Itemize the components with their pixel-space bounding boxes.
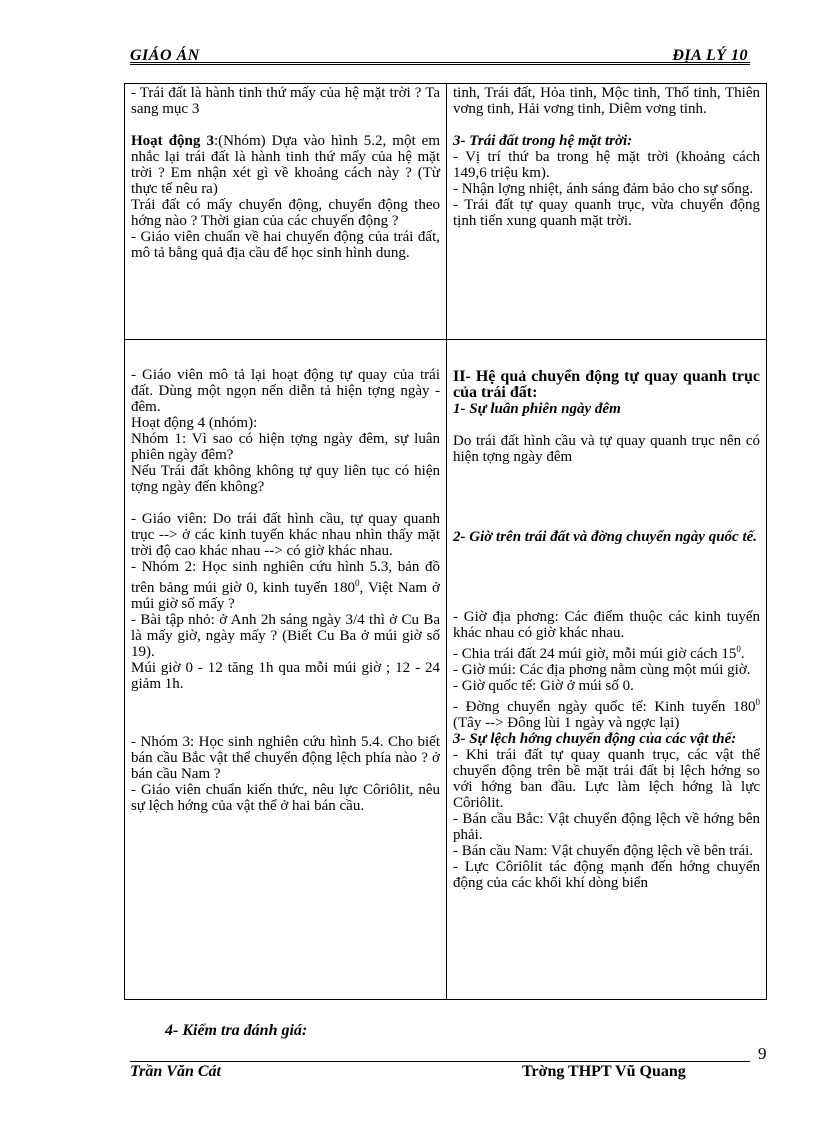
right-column-top [447,84,767,340]
left-text: - Giáo viên chuẩn về hai chuyển động của trái đất, mô tả bằng quả địa cầu để học sinh hình dung. [131,229,440,261]
left-text: - Trái đất là hành tinh thứ mấy của hệ mặt trời ? Ta sang mục 3 [131,85,440,117]
left-text: - Bài tập nhỏ: ở Anh 2h sáng ngày 3/4 thì ở Cu Ba là mấy giờ, ngày mấy ? (Biết Cu Ba ở múi giờ số 19). [131,611,440,660]
sub3-item: - Bán cầu Nam: Vật chuyển động lệch về bên trái. [453,842,754,859]
footer-school: Trờng THPT Vũ Quang [522,1063,686,1080]
left-text: Hoạt động 4 (nhóm): [131,414,258,431]
section3-item: - Trái đất tự quay quanh trục, vừa chuyển động tịnh tiến xung quanh mặt trời. [453,197,760,229]
left-text: Múi giờ 0 - 12 tăng 1h qua mỗi múi giờ ; 12 - 24 giảm 1h. [131,659,440,692]
planets-text: tinh, Trái đất, Hỏa tinh, Mộc tinh, Thổ tinh, Thiên vơng tinh, Hải vơng tinh, Diêm vơng tinh. [453,85,760,117]
sub2-item: - Giờ quốc tế: Giờ ở múi số 0. [453,677,634,694]
right-column-bottom [447,339,767,999]
footer-rule [130,1061,750,1062]
left-text: Nhóm 1: Vì sao có hiện tợng ngày đêm, sự luân phiên ngày đêm? [131,430,440,463]
section3-item: - Nhận lợng nhiệt, ánh sáng đảm bảo cho sự sống. [453,181,754,197]
lesson-table [124,83,767,1000]
page-number: 9 [758,1044,767,1063]
header-rule [130,62,750,63]
header-right: ĐỊA LÝ 10 [672,47,748,64]
section2-title: II- Hệ quả chuyển động tự quay quanh trục của trái đất: [453,367,760,401]
sub1-title: 1- Sự luân phiên ngày đêm [453,400,621,417]
left-text: - Nhóm 2: Học sinh nghiên cứu hình 5.3, bản đồ trên bảng múi giờ 0, kinh tuyến $180^0$, Việt Nam ở múi giờ số mấy ? [131,558,440,612]
header-left: GIÁO ÁN [130,47,200,64]
left-text: - Nhóm 3: Học sinh nghiên cứu hình 5.4. Cho biết bán cầu Bắc vật thể chuyển động lệch phía nào ? ở bán cầu Nam ? [131,733,440,782]
sub3-title: 3- Sự lệch hớng chuyển động của các vật thể: [453,730,737,747]
assessment-title: 4- Kiểm tra đánh giá: [165,1022,308,1039]
section3-title: 3- Trái đất trong hệ mặt trời: [453,133,633,149]
header-rule-2 [130,64,750,65]
section3-item: - Vị trí thứ ba trong hệ mặt trời (khoảng cách 149,6 triệu km). [453,149,760,181]
left-text: - Giáo viên: Do trái đất hình cầu, tự quay quanh trục --> ở các kinh tuyến khác nhau nhìn thấy mặt trời độ cao khác nhau --> có giờ khác nhau. [131,510,440,559]
sub3-item: - Khi trái đất tự quay quanh trục, các vật thể chuyển động trên bề mặt trái đất bị lệch hớng so với hớng ban đầu. Lực làm lệch hớng là lực Côriôlit. [453,746,760,811]
sub2-item: - Giờ múi: Các địa phơng nằm cùng một múi giờ. [453,661,751,678]
sub1-text: Do trái đất hình cầu và tự quay quanh trục nên có hiện tợng ngày đêm [453,432,760,465]
sub2-item: - Giờ địa phơng: Các điểm thuộc các kinh tuyến khác nhau có giờ khác nhau. [453,608,760,641]
sub3-item: - Lực Côriôlit tác động mạnh đến hớng chuyển động của các khối khí dòng biển [453,858,760,891]
sub2-title: 2- Giờ trên trái đất và đờng chuyển ngày quốc tế. [453,528,758,545]
activity-3: Hoạt động 3:(Nhóm) Dựa vào hình 5.2, một em nhắc lại trái đất là hành tinh thứ mấy của hệ mặt trời ? Em nhận xét gì về khoảng cách này ? (Từ thực tế nêu ra) [131,133,440,197]
sub2-item: - Chia trái đất 24 múi giờ, mỗi múi giờ cách $15^0$. [453,643,745,662]
sub2-item: - Đờng chuyển ngày quốc tế: Kinh tuyến $180^0$ (Tây --> Đông lùi 1 ngày và ngợc lại) [453,696,760,731]
left-text: - Giáo viên mô tả lại hoạt động tự quay của trái đất. Dùng một ngọn nến diễn tả hiện tợng ngày - đêm. [131,366,440,415]
sub3-item: - Bán cầu Bắc: Vật chuyển động lệch về hớng bên phải. [453,810,760,843]
left-text: Trái đất có mấy chuyển động, chuyển động theo hớng nào ? Thời gian của các chuyển động ? [131,197,440,229]
left-column-top [125,84,447,340]
footer-author: Trần Văn Cát [130,1063,221,1080]
left-text: Nếu Trái đất không không tự quy liên tục có hiện tợng ngày đến không? [131,462,440,495]
left-text: - Giáo viên chuẩn kiến thức, nêu lực Côriôlit, nêu sự lệch hớng của vật thể ở hai bán cầu. [131,781,440,814]
left-column-bottom [125,339,447,999]
